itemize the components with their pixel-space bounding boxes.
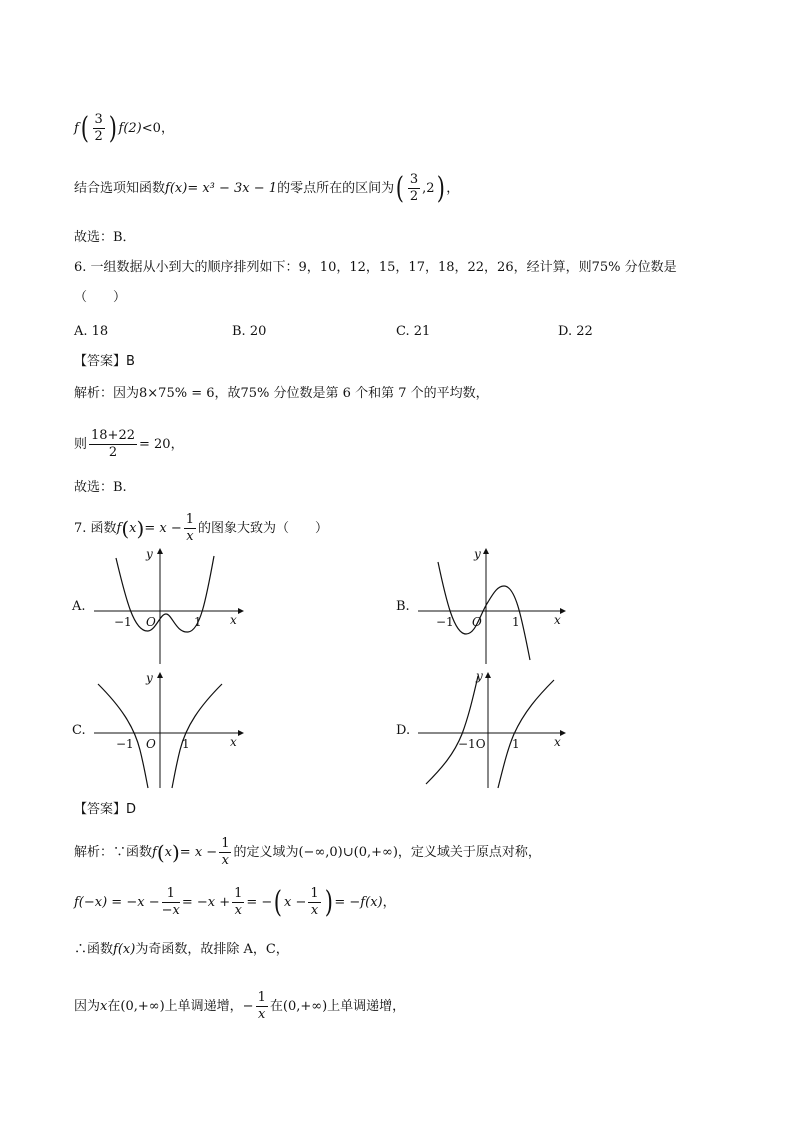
option-d: D. 22 [558, 324, 593, 339]
question-6-stem: 6. 一组数据从小到大的顺序排列如下：9，10，12，15，17，18，22，26，经计算，则75% 分位数是 [74, 260, 677, 275]
graph-a-x: x [230, 613, 237, 627]
curve-d-right [498, 680, 554, 788]
math-domain: (−∞,0)∪(0,+∞) [298, 845, 398, 860]
graph-label-a: A. [72, 599, 86, 614]
graph-a-neg1: −1 [114, 615, 132, 629]
graph-b-pos1: 1 [512, 615, 520, 629]
graph-label-b: B. [396, 599, 410, 614]
y-axis-arrow [483, 548, 489, 554]
graph-c-x: x [230, 735, 237, 749]
explanation-7-a: 解析：∵函数f(x)= x − $\frac{1}{x}$ 的定义域为(−∞,0)∪(0,+∞)，定义域关于原点对称， [74, 836, 541, 868]
explanation-7-b: f(−x) = −x − $\frac{1}{-x}$ = −x + $\frac{1}{x}$ = −( x − $\frac{1}{x}$ ) = −f(x)， [74, 884, 396, 920]
graph-c [90, 664, 250, 794]
option-c: C. 21 [396, 324, 431, 339]
question-7-stem: 7. 函数f(x)= x − $\frac{1}{x}$ 的图象大致为（ ） [74, 512, 329, 544]
option-b: B. 20 [232, 324, 267, 339]
graph-b-x: x [554, 613, 561, 627]
graph-c-pos1: 1 [182, 737, 190, 751]
math-neg-fx: = −f(x) [334, 895, 383, 910]
math-fneg-lhs: f(−x) = −x − [74, 895, 160, 910]
graph-label-c: C. [72, 723, 86, 738]
graph-b-y: y [474, 547, 481, 561]
math-f2: f(2) [118, 121, 142, 136]
math-calc: 8×75% = 6 [139, 386, 215, 401]
graph-c-origin: O [146, 737, 156, 751]
curve-c-left [98, 684, 148, 788]
y-axis-arrow [485, 672, 491, 678]
graph-a-origin: O [146, 615, 156, 629]
math-less-than-zero: <0 [141, 121, 161, 136]
explanation-7-d: 因为x在(0,+∞)上单调递增，− $\frac{1}{x}$ 在(0,+∞)上单调递增， [74, 990, 406, 1022]
answer-6: 【答案】B [74, 354, 135, 369]
fraction-1-over-x-e: $\frac{1}{x}$ [257, 990, 266, 1022]
math-cubic: = x³ − 3x − 1 [187, 181, 278, 196]
explanation-6-a: 解析：因为8×75% = 6，故75% 分位数是第 6 个和第 7 个的平均数， [74, 386, 489, 401]
x-axis-arrow [560, 608, 566, 614]
fraction-1-over-x-d: $\frac{1}{x}$ [310, 886, 319, 918]
graph-d-neg1-origin: −1O [458, 737, 486, 751]
fraction-3-over-2: $\frac{3}{2}$ [94, 112, 103, 144]
graph-d [416, 664, 576, 794]
fraction-1-over-neg-x: $\frac{1}{-x}$ [161, 886, 180, 918]
graph-b-neg1: −1 [436, 615, 454, 629]
fraction-1-over-x-c: $\frac{1}{x}$ [234, 886, 243, 918]
graph-a-pos1: 1 [194, 615, 202, 629]
y-axis-arrow [157, 548, 163, 554]
answer-7: 【答案】D [74, 802, 137, 817]
explanation-6-b: 则 $\frac{18+22}{2}$ = 20， [74, 428, 184, 460]
x-axis-arrow [238, 730, 244, 736]
explanation-7-c: ∴函数f(x)为奇函数，故排除 A，C， [74, 942, 289, 957]
curve-d-left [426, 676, 478, 784]
graph-c-neg1: −1 [116, 737, 134, 751]
question-6-paren: （ ） [74, 290, 127, 305]
graph-d-y: y [476, 669, 483, 683]
graph-a-y: y [146, 547, 153, 561]
graph-d-pos1: 1 [512, 737, 520, 751]
graph-b [416, 540, 576, 670]
line-sign-product: f( $\frac{3}{2}$ ) f(2)<0， [74, 110, 174, 146]
curve-c-right [172, 684, 222, 788]
option-a: A. 18 [74, 324, 109, 339]
explanation-6-choice: 故选：B. [74, 480, 127, 495]
fraction-1-over-x: $\frac{1}{x}$ [185, 512, 194, 544]
graph-d-x: x [554, 735, 561, 749]
graph-c-y: y [146, 671, 153, 685]
line-zero-interval: 结合选项知函数f(x)= x³ − 3x − 1的零点所在的区间为( $\frac{3}{2}$ ,2) ， [74, 170, 460, 206]
fraction-3-over-2-b: $\frac{3}{2}$ [409, 172, 419, 204]
fraction-1-over-x-b: $\frac{1}{x}$ [221, 836, 230, 868]
x-axis-arrow [560, 730, 566, 736]
y-axis-arrow [157, 672, 163, 678]
graph-a [90, 540, 250, 670]
answer-choice-line: 故选：B． [74, 230, 136, 245]
graph-b-origin: O [472, 615, 482, 629]
math-f: f [74, 121, 79, 136]
x-axis-arrow [238, 608, 244, 614]
fraction-sum-over-2: $\frac{18+22}{2}$ [91, 428, 135, 460]
graph-label-d: D. [396, 723, 411, 738]
